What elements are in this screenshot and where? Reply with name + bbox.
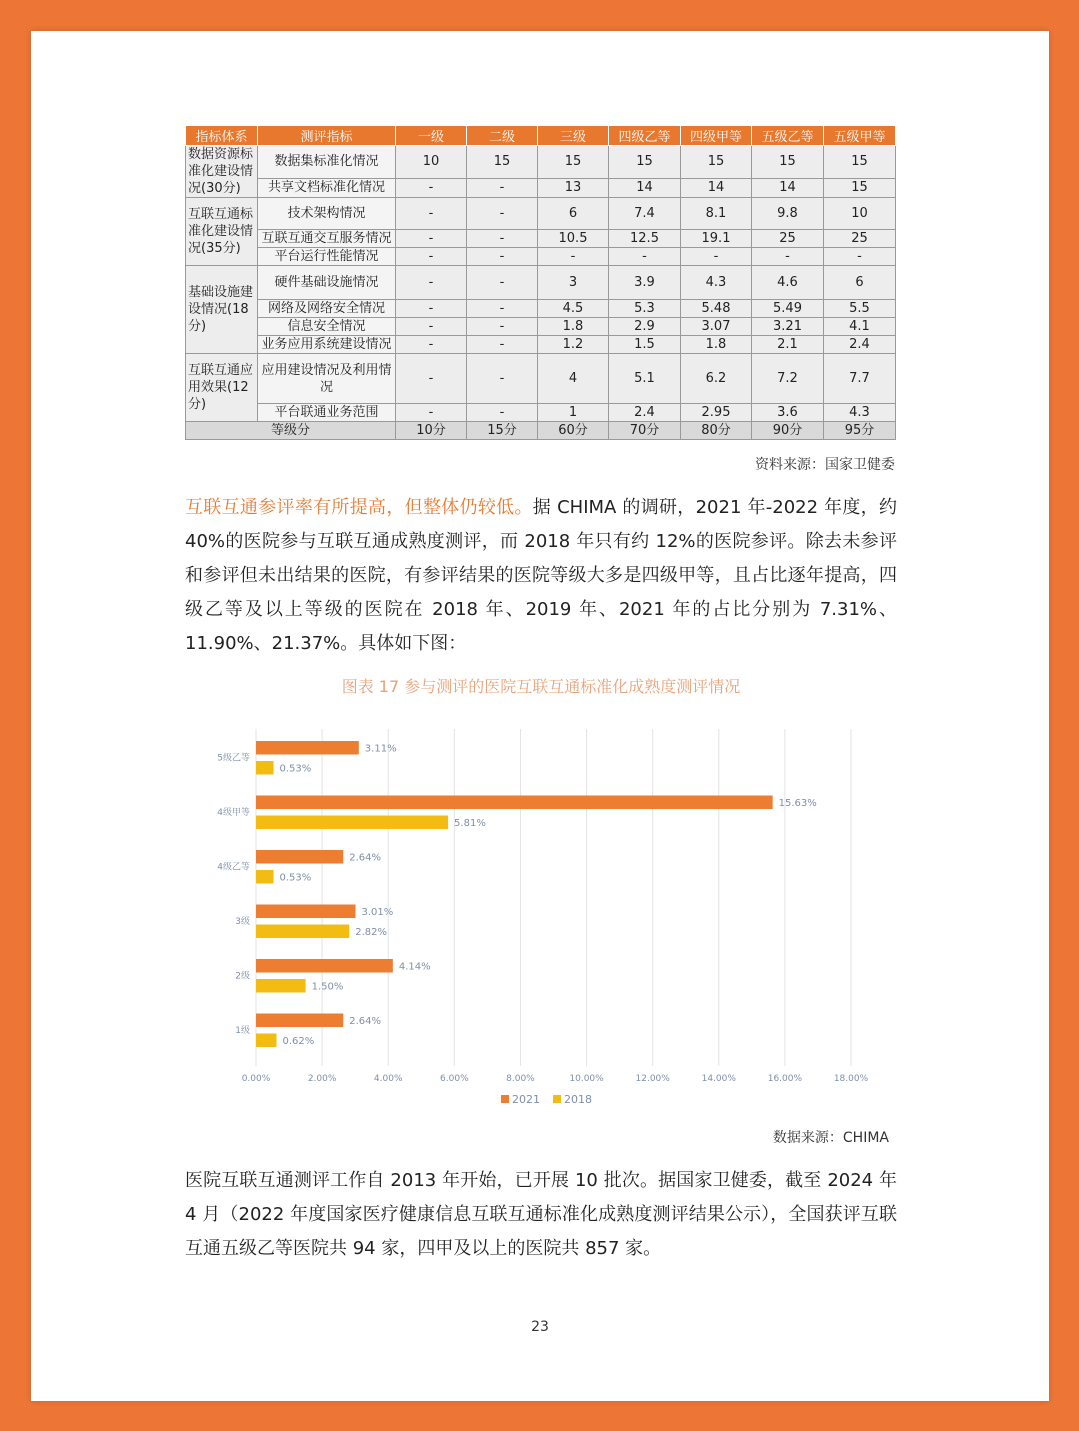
figure-title: 图表 17 参与测评的医院互联互通标准化成熟度测评情况 — [341, 677, 741, 696]
table-header-cell: 指标体系 — [186, 126, 258, 146]
table-header-cell: 五级甲等 — [824, 126, 896, 146]
value-cell: 6 — [824, 266, 896, 300]
legend-swatch-2021 — [501, 1095, 509, 1103]
value-cell: 9.8 — [752, 198, 824, 230]
indicator-cell: 数据集标准化情况 — [258, 146, 396, 179]
value-cell: - — [467, 178, 538, 198]
bar-2018 — [256, 816, 448, 830]
bar-data-label: 5.81% — [454, 818, 486, 829]
bar-data-label: 3.11% — [364, 743, 397, 755]
bar-2021 — [256, 796, 773, 810]
grade-value-cell: 60分 — [538, 422, 609, 440]
table-row — [186, 300, 896, 318]
value-cell: 2.95 — [681, 404, 752, 422]
value-cell: 14 — [752, 178, 824, 198]
bar-data-label: 2.82% — [355, 927, 387, 938]
indicator-cell: 信息安全情况 — [258, 318, 396, 336]
value-cell: - — [467, 336, 538, 354]
indicator-cell: 网络及网络安全情况 — [258, 300, 396, 318]
paragraph-body: 据 CHIMA 的调研，2021 年-2022 年度，约 40%的医院参与互联互通成熟度测评，而 2018 年只有约 12%的医院参评。除去未参评和参评但未出结果的医院，有参评结果的医院等级大多是四级甲等，且占比逐年提高，四级乙等及以上等级的医院在 2018 年、2019 年、2021 年的占比分别为 7.31%、11.90%、21.37%。具体如下图： — [185, 497, 897, 654]
value-cell: 25 — [824, 230, 896, 248]
paragraph-summary: 医院互联互通测评工作自 2013 年开始，已开展 10 批次。据国家卫健委，截至 2024 年 4 月（2022 年度国家医疗健康信息互联互通标准化成熟度测评结果公示），全国获评互联互通五级乙等医院共 94 家，四甲及以上的医院共 857 家。 — [185, 1170, 897, 1259]
table-row — [186, 336, 896, 354]
bar-2021 — [256, 741, 359, 755]
table-header-cell: 三级 — [538, 126, 609, 146]
value-cell: - — [396, 230, 467, 248]
table-header-cell: 四级乙等 — [609, 126, 681, 146]
value-cell: 3.9 — [609, 266, 681, 300]
grade-value-cell: 95分 — [824, 422, 896, 440]
value-cell: - — [396, 318, 467, 336]
value-cell: 8.1 — [681, 198, 752, 230]
document-page — [31, 31, 1049, 1401]
bar-2018 — [256, 1034, 276, 1048]
value-cell: - — [467, 198, 538, 230]
value-cell: 14 — [609, 178, 681, 198]
value-cell: 3.21 — [752, 318, 824, 336]
grade-row — [186, 422, 896, 440]
value-cell: 2.9 — [609, 318, 681, 336]
bar-data-label: 0.53% — [279, 872, 312, 884]
value-cell: 14 — [681, 178, 752, 198]
x-tick-label: 0.00% — [241, 1074, 271, 1084]
bar-2021 — [256, 850, 343, 864]
x-tick-label: 14.00% — [701, 1074, 736, 1084]
category-cell: 互联互通标准化建设情况(35分) — [186, 198, 258, 266]
category-cell: 基础设施建设情况(18分) — [186, 266, 258, 354]
value-cell: - — [396, 354, 467, 404]
value-cell: 1.2 — [538, 336, 609, 354]
value-cell: 3 — [538, 266, 609, 300]
x-tick-label: 6.00% — [440, 1074, 469, 1084]
table-header-cell: 四级甲等 — [681, 126, 752, 146]
value-cell: 4.3 — [681, 266, 752, 300]
value-cell: 3.07 — [681, 318, 752, 336]
x-tick-label: 2.00% — [307, 1074, 337, 1084]
value-cell: 1.5 — [609, 336, 681, 354]
value-cell: 2.1 — [752, 336, 824, 354]
value-cell: - — [824, 248, 896, 266]
y-category-label: 2级 — [235, 971, 250, 982]
value-cell: - — [467, 248, 538, 266]
value-cell: 2.4 — [609, 404, 681, 422]
value-cell: 15 — [824, 178, 896, 198]
value-cell: 4 — [538, 354, 609, 404]
value-cell: 6 — [538, 198, 609, 230]
bar-chart — [201, 721, 901, 1106]
indicator-cell: 共享文档标准化情况 — [258, 178, 396, 198]
indicator-cell: 应用建设情况及利用情况 — [258, 354, 396, 404]
value-cell: 7.2 — [752, 354, 824, 404]
table-row — [186, 354, 896, 404]
value-cell: 15 — [752, 146, 824, 179]
indicator-cell: 平台联通业务范围 — [258, 404, 396, 422]
y-category-label: 3级 — [235, 917, 250, 927]
table-header-row — [186, 126, 896, 146]
value-cell: 5.3 — [609, 300, 681, 318]
value-cell: 13 — [538, 178, 609, 198]
value-cell: - — [467, 318, 538, 336]
bar-2021 — [256, 905, 355, 919]
value-cell: - — [752, 248, 824, 266]
value-cell: 5.1 — [609, 354, 681, 404]
value-cell: - — [396, 404, 467, 422]
table-header-cell: 一级 — [396, 126, 467, 146]
table-row — [186, 230, 896, 248]
value-cell: 12.5 — [609, 230, 681, 248]
legend-label: 2021 — [512, 1093, 540, 1106]
value-cell: - — [467, 266, 538, 300]
value-cell: 4.1 — [824, 318, 896, 336]
value-cell: - — [396, 248, 467, 266]
value-cell: 4.3 — [824, 404, 896, 422]
bar-2018 — [256, 979, 306, 993]
bar-2021 — [256, 1014, 343, 1028]
x-tick-label: 10.00% — [569, 1074, 604, 1084]
value-cell: 15 — [681, 146, 752, 179]
bar-data-label: 3.01% — [361, 907, 394, 918]
evaluation-index-table — [185, 125, 896, 440]
grade-value-cell: 10分 — [396, 422, 467, 440]
paragraph-highlight: 互联互通参评率有所提高，但整体仍较低。 — [185, 497, 533, 518]
legend-swatch-2018 — [553, 1095, 561, 1103]
value-cell: - — [681, 248, 752, 266]
value-cell: 15 — [467, 146, 538, 179]
value-cell: 5.5 — [824, 300, 896, 318]
bar-2018 — [256, 761, 274, 775]
value-cell: 7.4 — [609, 198, 681, 230]
table-row — [186, 404, 896, 422]
bar-data-label: 15.63% — [778, 798, 817, 809]
grade-value-cell: 90分 — [752, 422, 824, 440]
grade-value-cell: 80分 — [681, 422, 752, 440]
value-cell: 6.2 — [681, 354, 752, 404]
bar-2018 — [256, 925, 349, 939]
indicator-cell: 平台运行性能情况 — [258, 248, 396, 266]
x-tick-label: 8.00% — [506, 1074, 535, 1084]
table-row — [186, 266, 896, 300]
bar-2018 — [256, 870, 274, 884]
table-header-cell: 五级乙等 — [752, 126, 824, 146]
value-cell: 1.8 — [538, 318, 609, 336]
value-cell: 5.48 — [681, 300, 752, 318]
x-tick-label: 16.00% — [767, 1074, 803, 1084]
category-cell: 数据资源标准化建设情况(30分) — [186, 146, 258, 198]
value-cell: 10.5 — [538, 230, 609, 248]
bar-data-label: 2.64% — [349, 852, 382, 864]
value-cell: 4.5 — [538, 300, 609, 318]
value-cell: - — [538, 248, 609, 266]
table-row — [186, 146, 896, 179]
grade-value-cell: 70分 — [609, 422, 681, 440]
value-cell: 19.1 — [681, 230, 752, 248]
value-cell: - — [467, 404, 538, 422]
value-cell: 15 — [824, 146, 896, 179]
value-cell: - — [396, 178, 467, 198]
value-cell: 15 — [609, 146, 681, 179]
y-category-label: 4级乙等 — [217, 862, 250, 873]
value-cell: - — [467, 230, 538, 248]
value-cell: 10 — [824, 198, 896, 230]
value-cell: - — [467, 300, 538, 318]
table-source: 资料来源：国家卫健委 — [755, 457, 895, 473]
value-cell: 4.6 — [752, 266, 824, 300]
value-cell: - — [396, 336, 467, 354]
indicator-cell: 业务应用系统建设情况 — [258, 336, 396, 354]
bar-2021 — [256, 959, 393, 973]
value-cell: 1 — [538, 404, 609, 422]
bar-data-label: 1.50% — [311, 981, 344, 993]
table-header-cell: 测评指标 — [258, 126, 396, 146]
value-cell: - — [609, 248, 681, 266]
page-number: 23 — [531, 1319, 549, 1335]
paragraph-participation — [185, 491, 897, 661]
value-cell: 25 — [752, 230, 824, 248]
y-category-label: 5级乙等 — [217, 753, 250, 764]
indicator-cell: 技术架构情况 — [258, 198, 396, 230]
bar-data-label: 4.14% — [398, 961, 431, 973]
table-row — [186, 178, 896, 198]
value-cell: - — [396, 198, 467, 230]
y-category-label: 1级 — [235, 1026, 250, 1036]
value-cell: 3.6 — [752, 404, 824, 422]
table-header-cell: 二级 — [467, 126, 538, 146]
value-cell: 2.4 — [824, 336, 896, 354]
table-row — [186, 318, 896, 336]
grade-label-cell: 等级分 — [186, 422, 396, 440]
value-cell: - — [467, 354, 538, 404]
value-cell: 15 — [538, 146, 609, 179]
table-row — [186, 198, 896, 230]
y-category-label: 4级甲等 — [217, 808, 250, 818]
bar-data-label: 0.53% — [279, 763, 312, 775]
value-cell: - — [396, 300, 467, 318]
category-cell: 互联互通应用效果(12分) — [186, 354, 258, 422]
grade-value-cell: 15分 — [467, 422, 538, 440]
indicator-cell: 硬件基础设施情况 — [258, 266, 396, 300]
legend-label: 2018 — [564, 1093, 592, 1106]
bar-data-label: 0.62% — [282, 1036, 315, 1047]
indicator-cell: 互联互通交互服务情况 — [258, 230, 396, 248]
bar-data-label: 2.64% — [349, 1016, 382, 1027]
chart-source: 数据来源：CHIMA — [772, 1130, 889, 1146]
value-cell: 7.7 — [824, 354, 896, 404]
x-tick-label: 4.00% — [373, 1074, 403, 1084]
table-row — [186, 248, 896, 266]
value-cell: - — [396, 266, 467, 300]
x-tick-label: 12.00% — [635, 1074, 670, 1084]
value-cell: 10 — [396, 146, 467, 179]
value-cell: 5.49 — [752, 300, 824, 318]
value-cell: 1.8 — [681, 336, 752, 354]
x-tick-label: 18.00% — [833, 1074, 869, 1084]
